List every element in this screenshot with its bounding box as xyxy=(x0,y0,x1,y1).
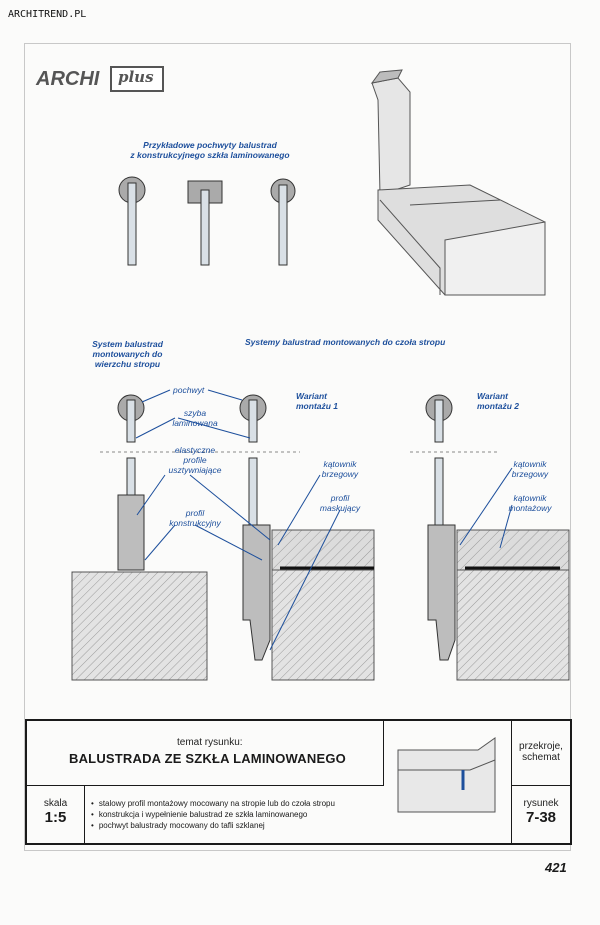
heading-variant-1: Wariant montażu 1 xyxy=(296,391,339,411)
source-label: ARCHITREND.PL xyxy=(8,9,87,20)
archi-plus-logo: ARCHI plus xyxy=(36,66,166,96)
heading-handrails: Przykładowe pochwyty balustrad z konstrukcyjnego szkła laminowanego xyxy=(130,140,290,160)
handrail-square xyxy=(188,181,222,265)
label-profil-konstrukcyjny: profil konstrukcyjny xyxy=(169,508,221,528)
notes-cell xyxy=(91,798,381,831)
note-3: • pochwyt balustrady mocowany do tafli szklanej xyxy=(91,820,381,831)
title-cell xyxy=(27,721,384,786)
title-block xyxy=(25,719,572,845)
scale-cell: skala 1:5 xyxy=(27,786,85,845)
note-2: • konstrukcja i wypełnienie balustrad ze szkła laminowanego xyxy=(91,809,381,820)
handrail-oval xyxy=(271,179,295,265)
heading-face-mounted: Systemy balustrad montowanych do czoła stropu xyxy=(245,337,446,347)
label-katownik-brzegowy-2: kątownik brzegowy xyxy=(511,459,549,479)
drawing-number-cell: rysunek 7-38 xyxy=(523,798,559,826)
subject-label: temat rysunku: xyxy=(177,737,243,748)
thumbnail-cell xyxy=(384,721,512,845)
label-katownik-montazowy: kątownik montażowy xyxy=(508,493,552,513)
section-variant-2 xyxy=(410,395,569,680)
label-elastyczne: elastyczne profile usztywniające xyxy=(168,445,222,475)
label-profil-maskujacy: profil maskujący xyxy=(319,493,361,513)
drawing-subject: BALUSTRADA ZE SZKŁA LAMINOWANEGO xyxy=(69,751,346,766)
note-1: • stalowy profil montażowy mocowany na stropie lub do czoła stropu xyxy=(91,798,381,809)
page-number: 421 xyxy=(545,860,567,875)
handrail-round xyxy=(119,177,145,265)
heading-top-mounted: System balustrad montowanych do wierzchu stropu xyxy=(92,339,163,369)
label-szyba: szyba laminowana xyxy=(172,408,218,428)
label-pochwyt: pochwyt xyxy=(173,385,205,395)
section-top-mounted xyxy=(72,395,210,680)
type-cell: przekroje, schemat xyxy=(512,721,570,786)
label-katownik-brzegowy-1: kątownik brzegowy xyxy=(321,459,359,479)
heading-variant-2: Wariant montażu 2 xyxy=(477,391,520,411)
isometric-view xyxy=(372,70,545,295)
section-variant-1 xyxy=(215,395,374,680)
